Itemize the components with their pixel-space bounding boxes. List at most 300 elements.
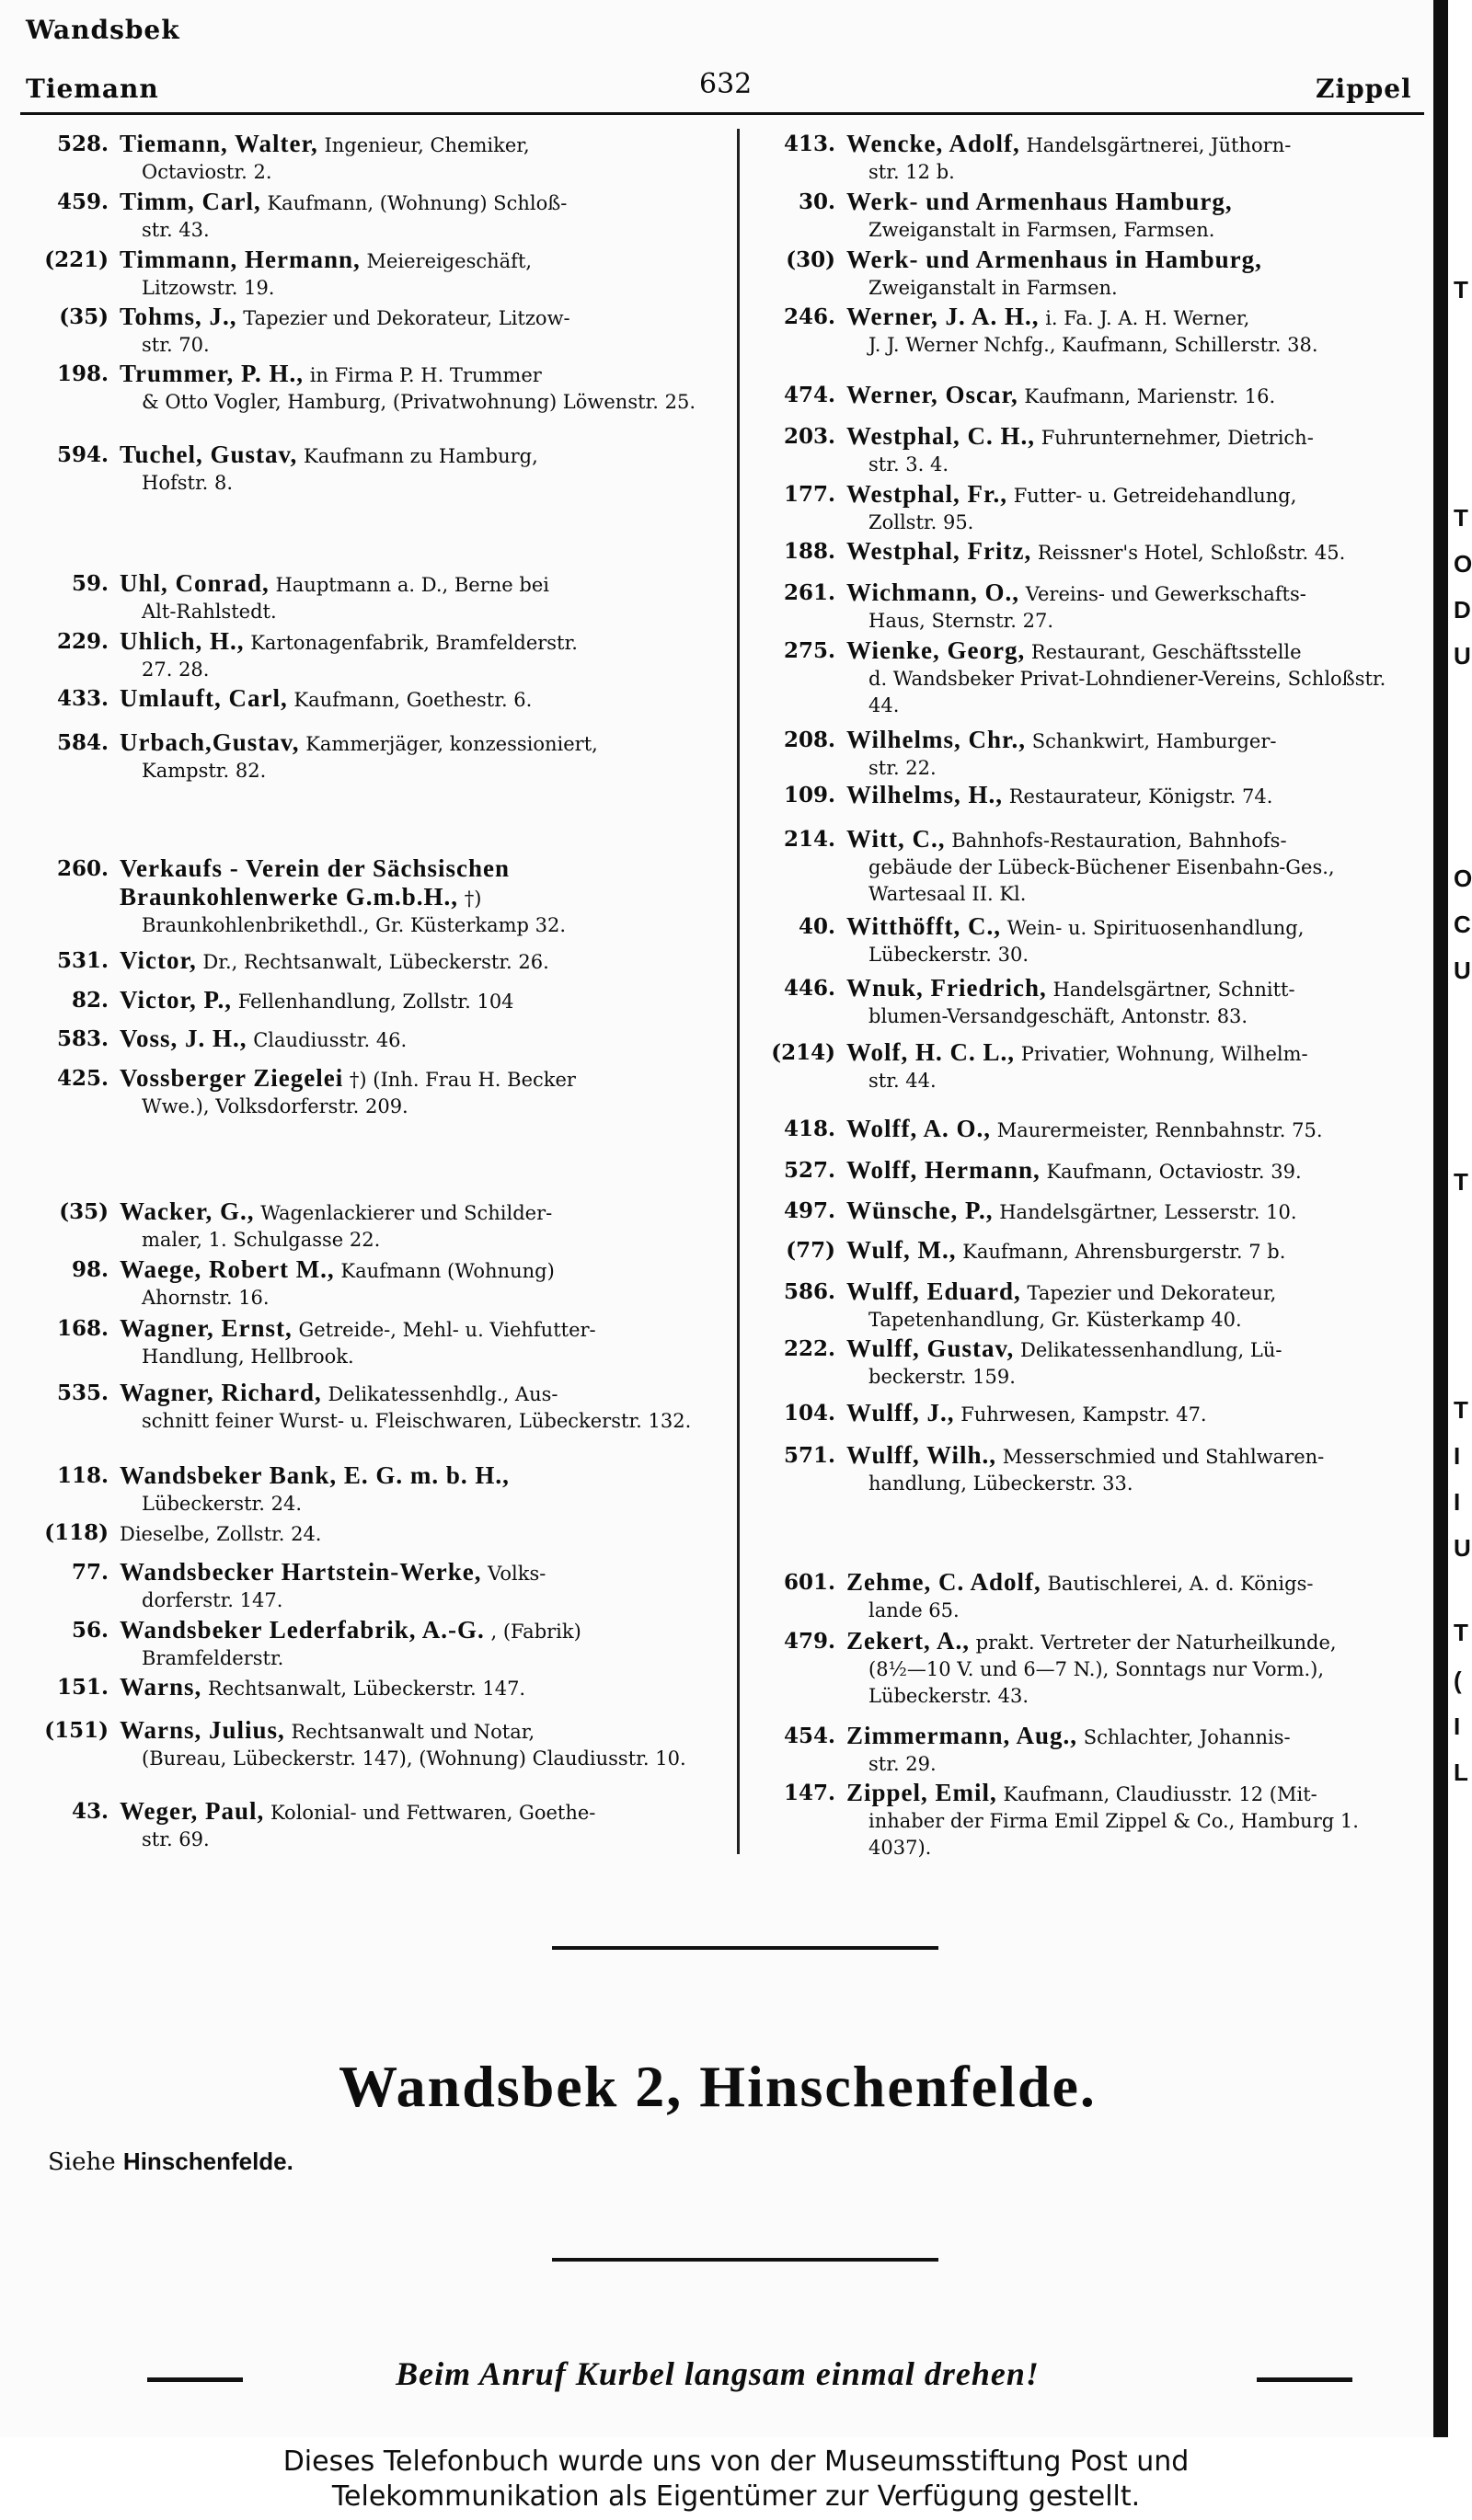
entry-number: 30.: [798, 189, 835, 214]
entry-body: [846, 1569, 1417, 1624]
entry-name: Wandsbeker Lederfabrik, A.-G.: [120, 1616, 485, 1644]
entry-name: Westphal, C. H.,: [846, 422, 1036, 450]
entry-body: [120, 729, 708, 785]
entry-body: [120, 947, 708, 976]
see-label: Siehe: [48, 2148, 116, 2176]
entry-description: †) (Inh. Frau H. Becker: [349, 1069, 576, 1091]
entry-body: [120, 361, 708, 416]
directory-entry: [747, 246, 1417, 302]
edge-letter: T: [1454, 1619, 1468, 1646]
see-reference: [48, 2148, 293, 2176]
entry-description: Dr., Rechtsanwalt, Lübeckerstr. 26.: [202, 951, 549, 973]
edge-letter: T: [1454, 1168, 1468, 1196]
edge-letter: U: [1454, 1534, 1471, 1562]
entry-name: Wulff, Eduard,: [846, 1277, 1021, 1305]
column-divider: [737, 129, 740, 1854]
entry-description: Handelsgärtnerei, Jüthorn-: [1026, 134, 1292, 156]
entry-number: 203.: [783, 424, 835, 449]
entry-number: 594.: [56, 442, 109, 467]
entry-number: (77): [786, 1238, 835, 1263]
directory-entry: [20, 1559, 708, 1614]
entry-continuation: handlung, Lübeckerstr. 33.: [868, 1472, 1133, 1495]
entry-description: Wein- u. Spirituosenhandlung,: [1006, 917, 1305, 939]
entry-description: †): [464, 888, 482, 910]
entry-description: Claudiusstr. 46.: [253, 1029, 408, 1051]
directory-entry: [20, 246, 708, 302]
directory-entry: [747, 1723, 1417, 1778]
directory-entry: [747, 131, 1417, 186]
entry-description: Getreide-, Mehl- u. Viehfutter-: [298, 1319, 596, 1341]
entry-number: 459.: [56, 189, 109, 214]
entry-number: 497.: [783, 1198, 835, 1223]
directory-entry: [20, 570, 708, 625]
directory-entry: [20, 1315, 708, 1370]
entry-number: 454.: [783, 1724, 835, 1748]
entry-name: Werner, J. A. H.,: [846, 303, 1040, 330]
entry-number: 446.: [783, 976, 835, 1001]
entry-body: [120, 1315, 708, 1370]
entry-name: Westphal, Fr.,: [846, 480, 1008, 508]
notice-dash-right: [1257, 2377, 1352, 2382]
directory-entry: [747, 1569, 1417, 1624]
entry-name: Witthöfft, C.,: [846, 912, 1001, 940]
entry-description: Kaufmann, Octaviostr. 39.: [1046, 1161, 1302, 1183]
directory-entry: [747, 637, 1417, 719]
directory-entry: [20, 1380, 708, 1435]
entry-body: [846, 1237, 1417, 1266]
entry-name: Wandsbecker Hartstein-Werke,: [120, 1558, 482, 1586]
entry-number: 82.: [71, 988, 109, 1013]
entry-body: [846, 1197, 1417, 1226]
entry-name: Wulff, Wilh.,: [846, 1441, 997, 1469]
entry-number: 56.: [71, 1618, 109, 1643]
entry-body: [846, 1628, 1417, 1710]
entry-name: Timm, Carl,: [120, 188, 261, 215]
entry-continuation: Handlung, Hellbrook.: [142, 1346, 354, 1368]
entry-description: Kolonial- und Fettwaren, Goethe-: [270, 1802, 596, 1824]
directory-entry: [747, 1157, 1417, 1186]
entry-continuation: 27. 28.: [142, 659, 210, 681]
entry-number: 413.: [783, 132, 835, 156]
entry-name: Wienke, Georg,: [846, 636, 1026, 664]
directory-entry: [20, 1519, 708, 1548]
entry-description: Messerschmied und Stahlwaren-: [1002, 1446, 1325, 1468]
directory-entry: [20, 1717, 708, 1772]
directory-entry: [747, 1628, 1417, 1710]
entry-description: Bautischlerei, A. d. Königs-: [1047, 1573, 1314, 1595]
entry-continuation: (Bureau, Lübeckerstr. 147), (Wohnung) Claudiusstr. 10.: [142, 1747, 686, 1770]
entry-body: [846, 1157, 1417, 1186]
entry-number: 198.: [56, 361, 109, 386]
entry-number: 177.: [783, 482, 835, 507]
entry-description: Kaufmann, Ahrensburgerstr. 7 b.: [962, 1241, 1286, 1263]
edge-letter: D: [1454, 596, 1471, 624]
entry-number: (221): [44, 247, 109, 272]
entry-name: Zehme, C. Adolf,: [846, 1568, 1041, 1596]
entry-name: Wnuk, Friedrich,: [846, 974, 1047, 1002]
entry-continuation: str. 3. 4.: [868, 453, 949, 475]
entry-continuation: str. 29.: [868, 1753, 937, 1775]
entry-description: Kammerjäger, konzessioniert,: [305, 733, 598, 755]
separator-rule: [552, 2258, 938, 2262]
directory-entry: [747, 1400, 1417, 1428]
entry-body: [120, 1717, 708, 1772]
entry-name: Wichmann, O.,: [846, 578, 1020, 606]
entry-name: Westphal, Fritz,: [846, 537, 1032, 565]
entry-number: (30): [786, 247, 835, 272]
directory-entry: [747, 304, 1417, 359]
entry-body: [120, 441, 708, 497]
entry-number: 104.: [783, 1401, 835, 1426]
entry-name: Werk- und Armenhaus Hamburg,: [846, 188, 1233, 215]
entry-number: 275.: [783, 638, 835, 663]
directory-entry: [747, 538, 1417, 567]
edge-letter: T: [1454, 1396, 1468, 1424]
entry-number: 59.: [71, 571, 109, 596]
entry-name: Warns,: [120, 1673, 202, 1701]
entry-continuation: Lübeckerstr. 30.: [868, 944, 1029, 966]
entry-name: Verkaufs - Verein der Sächsischen Braunkohlenwerke G.m.b.H.,: [120, 854, 511, 911]
directory-entry: [747, 975, 1417, 1030]
entry-description: Privatier, Wohnung, Wilhelm-: [1020, 1043, 1308, 1065]
directory-entry: [747, 1278, 1417, 1334]
entry-continuation: Zweiganstalt in Farmsen.: [868, 277, 1118, 299]
entry-number: 261.: [783, 580, 835, 605]
entry-number: 418.: [783, 1117, 835, 1141]
entry-description: Reissner's Hotel, Schloßstr. 45.: [1037, 542, 1346, 564]
entry-continuation: Zollstr. 95.: [868, 511, 974, 533]
entry-name: Wagner, Ernst,: [120, 1314, 293, 1342]
entry-description: Handelsgärtner, Schnitt-: [1052, 979, 1295, 1001]
entry-name: Wolf, H. C. L.,: [846, 1038, 1016, 1066]
directory-entry: [20, 1798, 708, 1853]
entry-body: [120, 855, 708, 939]
entry-name: Umlauft, Carl,: [120, 684, 288, 712]
entry-body: [846, 1278, 1417, 1334]
entry-description: Delikatessenhandlung, Lü-: [1019, 1339, 1282, 1361]
edge-letter: I: [1454, 1488, 1461, 1516]
entry-continuation: dorferstr. 147.: [142, 1589, 283, 1611]
entry-name: Wacker, G.,: [120, 1197, 255, 1225]
directory-entry: [747, 382, 1417, 410]
directory-entry: [747, 1116, 1417, 1144]
entry-body: [120, 304, 708, 359]
entry-continuation: inhaber der Firma Emil Zippel & Co., Hamburg 1. 4037).: [868, 1810, 1359, 1859]
entry-name: Victor,: [120, 946, 197, 974]
entry-number: 229.: [56, 629, 109, 654]
entry-description: Kaufmann zu Hamburg,: [304, 445, 538, 467]
entry-body: [846, 727, 1417, 782]
entry-number: 433.: [56, 686, 109, 711]
entry-number: 528.: [56, 132, 109, 156]
directory-entry: [20, 1617, 708, 1672]
entry-name: Wulff, J.,: [846, 1399, 955, 1426]
page-edge-shadow: [1433, 0, 1448, 2437]
entry-name: Wilhelms, Chr.,: [846, 726, 1027, 753]
entry-body: [120, 131, 708, 186]
entry-number: 98.: [71, 1257, 109, 1282]
entry-body: [120, 246, 708, 302]
entry-number: (214): [771, 1040, 835, 1065]
entry-description: Handelsgärtner, Lesserstr. 10.: [999, 1201, 1297, 1223]
entry-number: 43.: [71, 1799, 109, 1824]
directory-entry: [747, 727, 1417, 782]
edge-letter: T: [1454, 504, 1468, 532]
section-title: Wandsbek 2, Hinschenfelde.: [339, 2054, 1097, 2119]
entry-continuation: str. 70.: [142, 334, 210, 356]
directory-entry: [20, 1198, 708, 1254]
edge-letter: U: [1454, 642, 1471, 670]
entry-body: [846, 1335, 1417, 1391]
entry-description: Ingenieur, Chemiker,: [324, 134, 530, 156]
entry-continuation: Tapetenhandlung, Gr. Küsterkamp 40.: [868, 1309, 1242, 1331]
entry-body: [846, 1723, 1417, 1778]
entry-name: Wolff, A. O.,: [846, 1115, 992, 1142]
entry-number: 583.: [56, 1026, 109, 1051]
entry-body: [846, 538, 1417, 567]
entry-name: Witt, C.,: [846, 825, 946, 853]
entry-body: [846, 131, 1417, 186]
entry-description: Schankwirt, Hamburger-: [1031, 730, 1277, 752]
entry-number: 601.: [783, 1570, 835, 1595]
page-number: 632: [699, 68, 753, 100]
entry-description: i. Fa. J. A. H. Werner,: [1045, 307, 1250, 329]
see-target: Hinschenfelde.: [122, 2148, 293, 2175]
entry-name: Wandsbeker Bank, E. G. m. b. H.,: [120, 1461, 510, 1489]
entry-body: [120, 1198, 708, 1254]
entry-name: Tiemann, Walter,: [120, 130, 318, 157]
header-last-name: Zippel: [1316, 74, 1412, 104]
entry-number: 168.: [56, 1316, 109, 1341]
entry-number: 208.: [783, 727, 835, 752]
entry-continuation: schnitt feiner Wurst- u. Fleischwaren, Lübeckerstr. 132.: [142, 1410, 692, 1432]
entry-number: 188.: [783, 539, 835, 564]
edge-letter: I: [1454, 1442, 1461, 1470]
directory-entry: [20, 1025, 708, 1054]
entry-continuation: Lübeckerstr. 24.: [142, 1493, 302, 1515]
crank-notice: Beim Anruf Kurbel langsam einmal drehen!: [396, 2355, 1040, 2392]
entry-number: 214.: [783, 827, 835, 852]
entry-number: 527.: [783, 1158, 835, 1183]
directory-entry: [747, 826, 1417, 908]
entry-number: 535.: [56, 1380, 109, 1405]
entry-body: [120, 1256, 708, 1312]
entry-body: [120, 987, 708, 1015]
entry-body: [120, 685, 708, 714]
entry-body: [846, 246, 1417, 302]
entry-name: Waege, Robert M.,: [120, 1255, 335, 1283]
entry-continuation: str. 44.: [868, 1070, 937, 1092]
entry-number: 425.: [56, 1066, 109, 1091]
entry-continuation: gebäude der Lübeck-Büchener Eisenbahn-Ges., Wartesaal II. Kl.: [868, 856, 1335, 905]
directory-entry: [20, 1674, 708, 1702]
entry-number: 118.: [56, 1463, 109, 1488]
entry-description: Bahnhofs-Restauration, Bahnhofs-: [951, 830, 1287, 852]
entry-description: Wagenlackierer und Schilder-: [260, 1202, 553, 1224]
entry-number: 147.: [783, 1781, 835, 1805]
edge-letter: U: [1454, 956, 1471, 984]
entry-name: Wencke, Adolf,: [846, 130, 1020, 157]
entry-number: 479.: [783, 1629, 835, 1654]
entry-body: [846, 1442, 1417, 1497]
entry-number: 109.: [783, 783, 835, 808]
entry-continuation: str. 22.: [868, 757, 937, 779]
entry-body: [846, 975, 1417, 1030]
edge-letter: T: [1454, 276, 1468, 304]
entry-continuation: (8½—10 V. und 6—7 N.), Sonntags nur Vorm.), Lübeckerstr. 43.: [868, 1658, 1325, 1707]
directory-entry: [20, 685, 708, 714]
entry-body: [120, 1519, 708, 1548]
entry-description: Vereins- und Gewerkschafts-: [1025, 583, 1306, 605]
entry-description: Kaufmann, (Wohnung) Schloß-: [267, 192, 568, 214]
directory-entry: [20, 361, 708, 416]
entry-description: Fuhrunternehmer, Dietrich-: [1041, 427, 1314, 449]
entry-continuation: maler, 1. Schulgasse 22.: [142, 1229, 381, 1251]
entry-name: Zekert, A.,: [846, 1627, 970, 1655]
directory-entry: [747, 1335, 1417, 1391]
entry-description: Maurermeister, Rennbahnstr. 75.: [996, 1119, 1323, 1141]
entry-number: 40.: [798, 914, 835, 939]
header-city: Wandsbek: [26, 15, 180, 45]
entry-continuation: str. 12 b.: [868, 161, 955, 183]
entry-body: [120, 1674, 708, 1702]
entry-name: Wünsche, P.,: [846, 1197, 994, 1224]
entry-number: 222.: [783, 1336, 835, 1361]
entry-description: , (Fabrik): [490, 1621, 581, 1643]
directory-entry: [747, 423, 1417, 478]
directory-entry: [747, 782, 1417, 810]
entry-body: [120, 1065, 708, 1120]
entry-number: 246.: [783, 304, 835, 329]
entry-number: 474.: [783, 383, 835, 407]
separator-rule: [552, 1946, 938, 1950]
directory-entry: [747, 1780, 1417, 1861]
entry-body: [120, 1798, 708, 1853]
directory-entry: [20, 987, 708, 1015]
entry-description: Kaufmann, Claudiusstr. 12 (Mit-: [1003, 1783, 1317, 1805]
entry-continuation: Alt-Rahlstedt.: [142, 601, 277, 623]
entry-body: [846, 423, 1417, 478]
entry-continuation: lande 65.: [868, 1599, 960, 1621]
entry-number: 586.: [783, 1279, 835, 1304]
edge-letter: L: [1454, 1758, 1468, 1786]
entry-body: [846, 304, 1417, 359]
entry-name: Wagner, Richard,: [120, 1379, 322, 1406]
entry-continuation: Braunkohlenbrikethdl., Gr. Küsterkamp 32.: [142, 914, 567, 936]
entry-name: Uhl, Conrad,: [120, 569, 270, 597]
entry-continuation: Haus, Sternstr. 27.: [868, 610, 1053, 632]
entry-continuation: blumen-Versandgeschäft, Antonstr. 83.: [868, 1005, 1248, 1027]
entry-description: Rechtsanwalt, Lübeckerstr. 147.: [207, 1678, 526, 1700]
entry-number: 77.: [71, 1560, 109, 1585]
entry-continuation: Hofstr. 8.: [142, 472, 234, 494]
directory-entry: [20, 1256, 708, 1312]
directory-entry: [20, 1462, 708, 1518]
entry-body: [846, 579, 1417, 635]
entry-description: in Firma P. H. Trummer: [309, 364, 542, 386]
edge-letter: C: [1454, 911, 1471, 938]
entry-body: [120, 570, 708, 625]
entry-description: prakt. Vertreter der Naturheilkunde,: [975, 1632, 1337, 1654]
entry-continuation: d. Wandsbeker Privat-Lohndiener-Vereins, Schloßstr. 44.: [868, 668, 1386, 716]
entry-name: Weger, Paul,: [120, 1797, 265, 1825]
entry-name: Trummer, P. H.,: [120, 360, 304, 387]
entry-name: Zimmermann, Aug.,: [846, 1722, 1078, 1749]
directory-entry: [20, 1065, 708, 1120]
entry-number: 151.: [56, 1675, 109, 1700]
edge-letter: (: [1454, 1667, 1462, 1694]
entry-body: [120, 189, 708, 244]
directory-entry: [747, 913, 1417, 968]
entry-body: [846, 637, 1417, 719]
entry-name: Wilhelms, H.,: [846, 781, 1004, 808]
entry-continuation: Zweiganstalt in Farmsen, Farmsen.: [868, 219, 1215, 241]
entry-body: [120, 1617, 708, 1672]
entry-body: [846, 481, 1417, 536]
entry-body: [846, 189, 1417, 244]
entry-name: Urbach,Gustav,: [120, 728, 300, 756]
entry-description: Fuhrwesen, Kampstr. 47.: [960, 1403, 1207, 1426]
entry-name: Tohms, J.,: [120, 303, 237, 330]
entry-name: Werk- und Armenhaus in Hamburg,: [846, 246, 1262, 273]
entry-number: (118): [44, 1520, 109, 1545]
entry-continuation: beckerstr. 159.: [868, 1366, 1016, 1388]
entry-name: Wulf, M.,: [846, 1236, 957, 1264]
entry-description: Hauptmann a. D., Berne bei: [275, 574, 549, 596]
entry-description: Restaurant, Geschäftsstelle: [1030, 641, 1302, 663]
entry-description: Volks-: [488, 1563, 546, 1585]
entry-body: [120, 1559, 708, 1614]
header-rule: [20, 112, 1424, 115]
entry-description: Restaurateur, Königstr. 74.: [1008, 785, 1273, 808]
entry-description: Schlachter, Johannis-: [1083, 1726, 1291, 1748]
entry-continuation: Wwe.), Volksdorferstr. 209.: [142, 1095, 408, 1117]
entry-body: [846, 1780, 1417, 1861]
entry-description: Kaufmann, Goethestr. 6.: [293, 689, 533, 711]
entry-body: [120, 628, 708, 683]
entry-number: (35): [59, 304, 109, 329]
entry-body: [846, 382, 1417, 410]
directory-entry: [747, 1039, 1417, 1094]
entry-body: [846, 1400, 1417, 1428]
entry-description: Futter- u. Getreidehandlung,: [1013, 485, 1297, 507]
directory-entry: [747, 481, 1417, 536]
entry-name: Voss, J. H.,: [120, 1025, 247, 1052]
entry-description: Kaufmann (Wohnung): [340, 1260, 555, 1282]
directory-entry: [20, 441, 708, 497]
directory-entry: [20, 131, 708, 186]
entry-name: Tuchel, Gustav,: [120, 441, 298, 468]
entry-body: [846, 913, 1417, 968]
archive-footer: [0, 2437, 1472, 2520]
entry-number: 571.: [783, 1443, 835, 1468]
entry-continuation: Kampstr. 82.: [142, 760, 267, 782]
entry-description: Delikatessenhdlg., Aus-: [328, 1383, 558, 1405]
entry-number: 531.: [56, 948, 109, 973]
adjacent-page-edge: [1433, 0, 1472, 2437]
entry-body: [120, 1462, 708, 1518]
entry-name: Victor, P.,: [120, 986, 232, 1014]
entry-body: [846, 1116, 1417, 1144]
entry-body: [846, 1039, 1417, 1094]
entry-continuation: str. 69.: [142, 1828, 210, 1850]
footer-line-1: Dieses Telefonbuch wurde uns von der Museumsstiftung Post und: [282, 2446, 1190, 2478]
entry-name: Wulff, Gustav,: [846, 1334, 1015, 1362]
entry-body: [846, 782, 1417, 810]
directory-entry: [747, 579, 1417, 635]
entry-name: Zippel, Emil,: [846, 1779, 997, 1806]
entry-number: (151): [44, 1718, 109, 1743]
